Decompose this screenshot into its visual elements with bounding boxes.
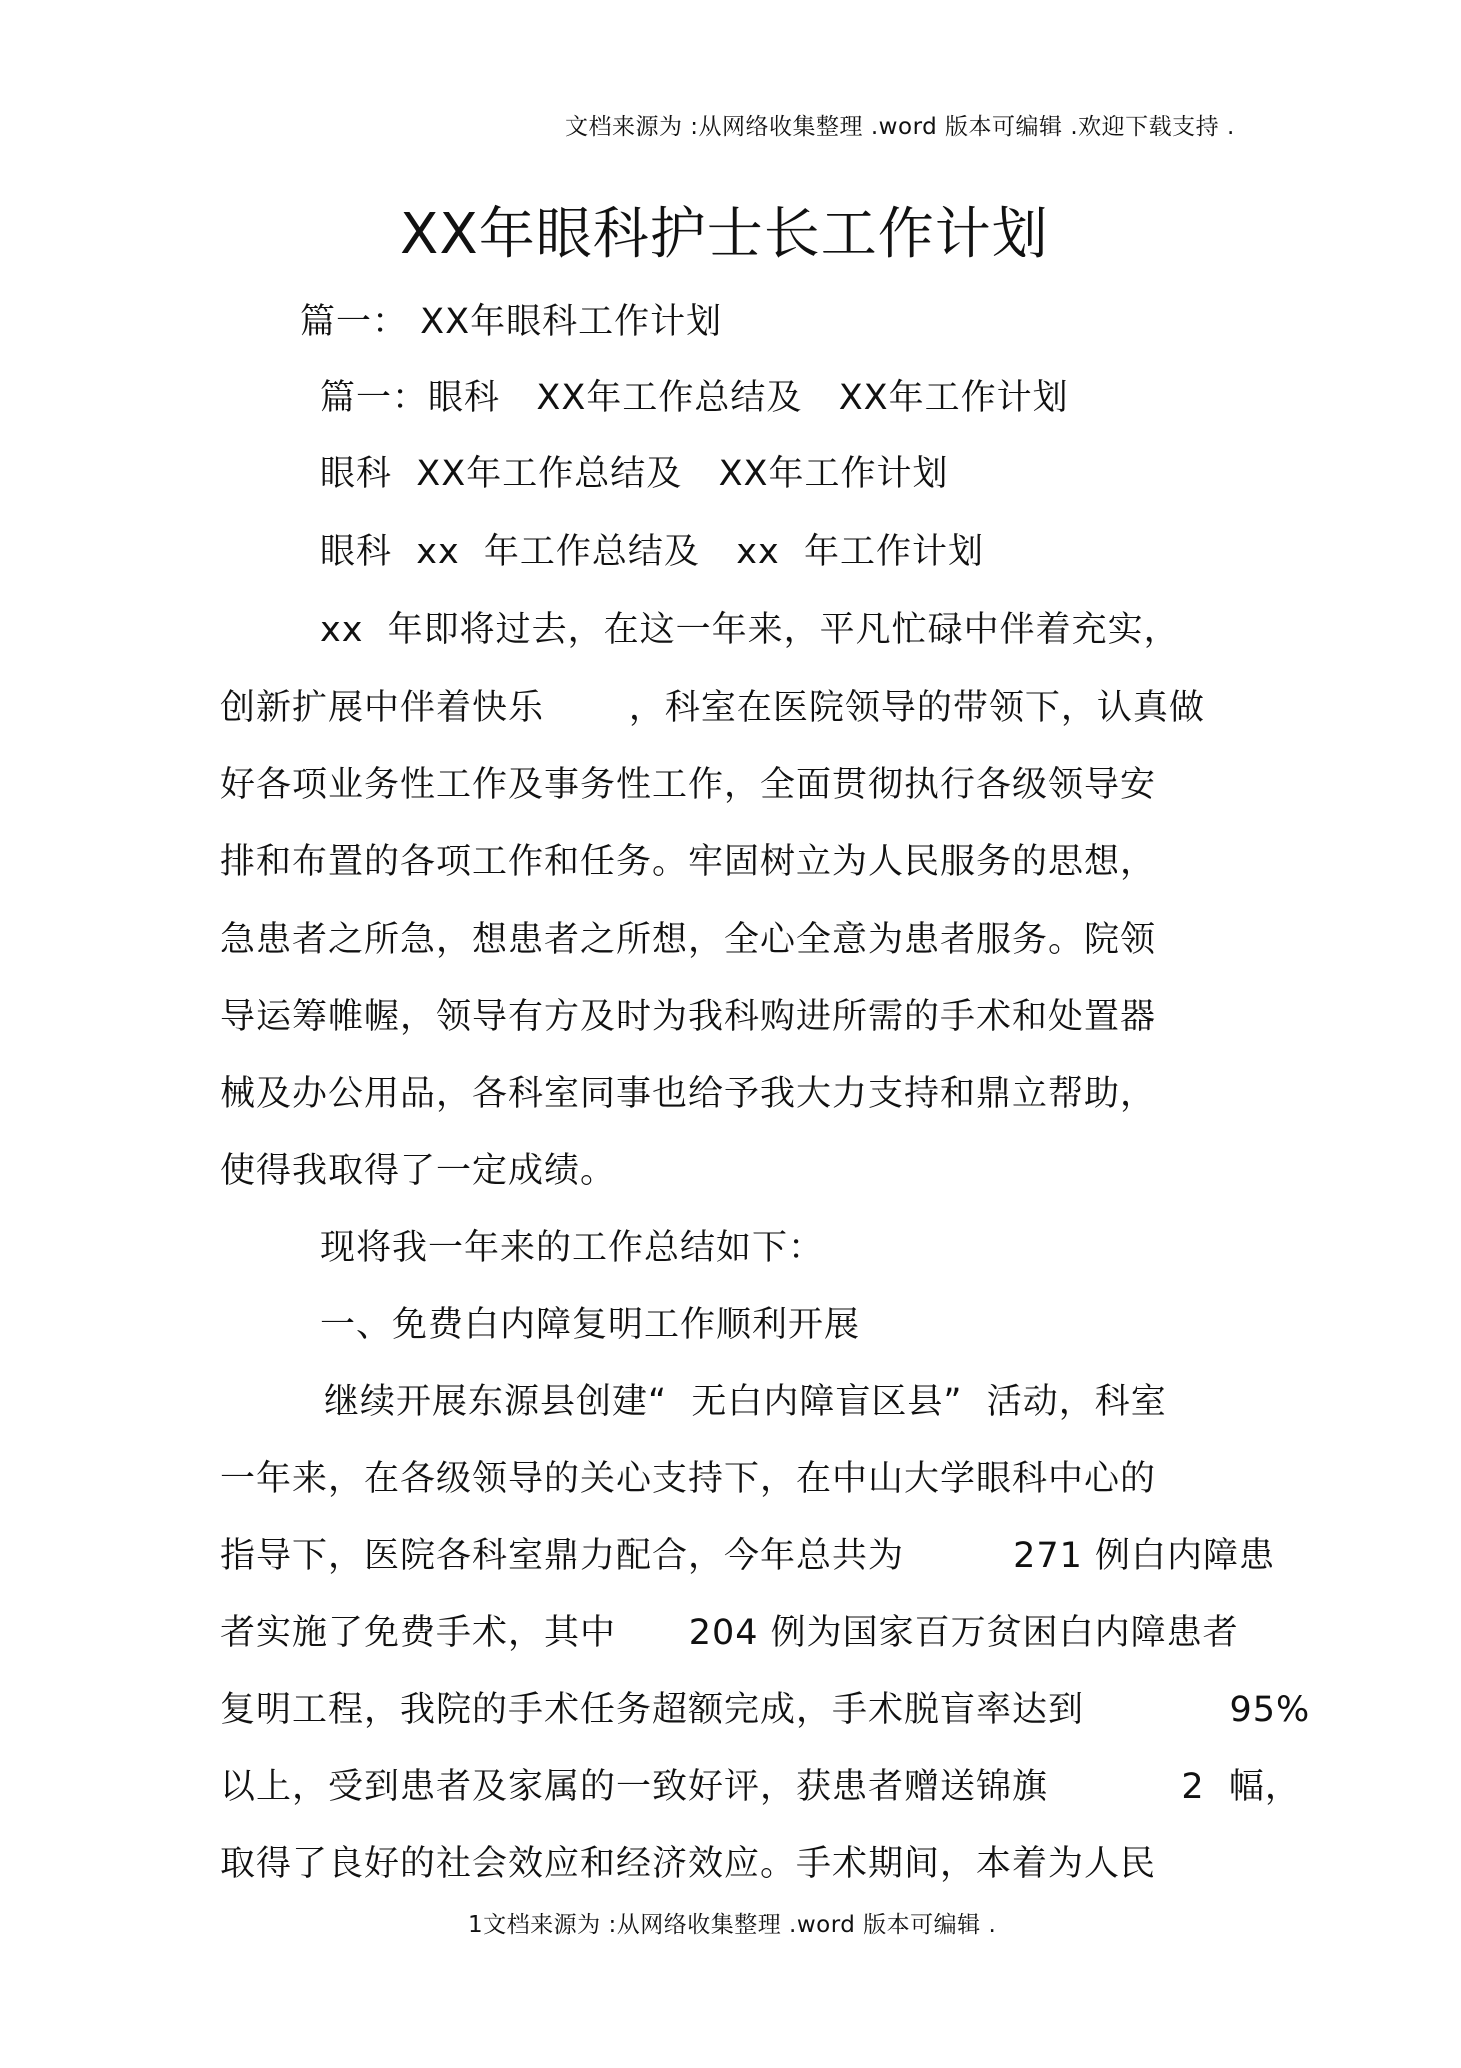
paragraph-line: 导运筹帷幄，领导有方及时为我科购进所需的手术和处置器 (220, 997, 1157, 1037)
section-heading: 篇一： XX年眼科工作计划 (300, 302, 723, 342)
subsection-heading: 篇一：眼科 XX年工作总结及 XX年工作计划 (320, 378, 1069, 418)
paragraph-line: 者实施了免费手术，其中 204 例为国家百万贫困白内障患者 (220, 1613, 1239, 1653)
document-title: XX年眼科护士长工作计划 (400, 202, 1049, 267)
paragraph-line: 眼科 xx 年工作总结及 xx 年工作计划 (320, 532, 984, 572)
paragraph-line: 械及办公用品，各科室同事也给予我大力支持和鼎立帮助， (220, 1074, 1157, 1114)
paragraph-line: 创新扩展中伴着快乐 ，科室在医院领导的带领下，认真做 (220, 688, 1205, 728)
paragraph-line: 排和布置的各项工作和任务。牢固树立为人民服务的思想， (220, 842, 1157, 882)
paragraph-line: 眼科 XX年工作总结及 XX年工作计划 (320, 454, 949, 494)
paragraph-line: 急患者之所急，想患者之所想，全心全意为患者服务。院领 (220, 920, 1157, 960)
paragraph-line: 取得了良好的社会效应和经济效应。手术期间，本着为人民 (220, 1844, 1157, 1884)
paragraph-line: 以上，受到患者及家属的一致好评，获患者赠送锦旗 2 幅， (220, 1767, 1301, 1807)
paragraph-line: 一年来，在各级领导的关心支持下，在中山大学眼科中心的 (220, 1459, 1157, 1499)
paragraph-line: 继续开展东源县创建“ 无白内障盲区县” 活动，科室 (324, 1382, 1167, 1422)
paragraph-line: 好各项业务性工作及事务性工作，全面贯彻执行各级领导安 (220, 765, 1157, 805)
page-header: 文档来源为 :从网络收集整理 .word 版本可编辑 .欢迎下载支持 . (565, 114, 1235, 140)
paragraph-line: xx 年即将过去，在这一年来，平凡忙碌中伴着充实， (320, 610, 1180, 650)
paragraph-line: 现将我一年来的工作总结如下： (320, 1228, 825, 1268)
paragraph-line: 指导下，医院各科室鼎力配合，今年总共为 271 例白内障患 (220, 1536, 1276, 1576)
paragraph-line: 复明工程，我院的手术任务超额完成，手术脱盲率达到 95% (220, 1690, 1311, 1730)
page-footer: 1文档来源为 :从网络收集整理 .word 版本可编辑 . (468, 1912, 997, 1938)
paragraph-line: 使得我取得了一定成绩。 (220, 1151, 617, 1191)
subsection-heading: 一、免费白内障复明工作顺利开展 (320, 1305, 861, 1345)
